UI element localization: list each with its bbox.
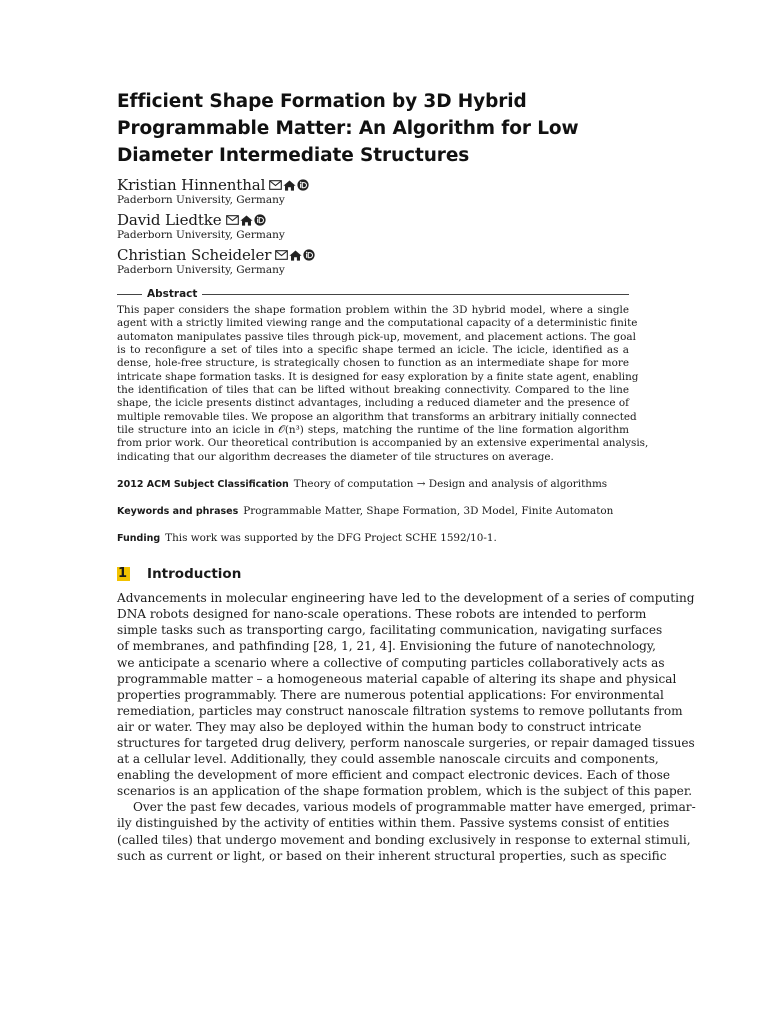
author-line [117, 246, 629, 264]
section-title: Introduction [147, 566, 242, 583]
home-icon[interactable] [240, 215, 253, 226]
text-line: (called tiles) that undergo movement and bonding exclusively in response to external stimuli, [117, 832, 691, 847]
abstract-line: dense, hole-free structure, is strategically chosen to function as an intermediate shape for more [117, 357, 629, 370]
funding-value: This work was supported by the DFG Project SCHE 1592/10-1. [165, 532, 497, 545]
abstract-heading [117, 288, 629, 301]
text-line: Over the past few decades, various models of programmable matter have emerged, primar- [133, 800, 696, 815]
text-line: DNA robots designed for nano-scale operations. These robots are intended to perform [117, 607, 647, 622]
author-name: Christian Scheideler [117, 246, 272, 264]
text-line: remediation, particles may construct nanoscale filtration systems to remove pollutants from [117, 703, 683, 718]
keywords-value: Programmable Matter, Shape Formation, 3D Model, Finite Automaton [243, 505, 614, 518]
author-block [117, 176, 629, 207]
author-name: David Liedtke [117, 211, 222, 229]
author-links [269, 179, 309, 191]
author-affiliation: Paderborn University, Germany [117, 194, 285, 206]
title-line: Programmable Matter: An Algorithm for Low [117, 118, 579, 139]
acm-value: Theory of computation → Design and analysis of algorithms [293, 478, 608, 491]
abstract-label: Abstract [147, 288, 198, 300]
text-line: at a cellular level. Additionally, they could assemble nanoscale circuits and components, [117, 752, 659, 767]
abstract-line: automaton manipulates passive tiles through pick-up, movement, and placement actions. The goal [117, 330, 636, 343]
orcid-icon[interactable] [254, 214, 266, 226]
paper-title [117, 88, 629, 169]
author-block [117, 246, 629, 277]
author-block [117, 211, 629, 242]
abstract-line: multiple removable tiles. We propose an algorithm that transforms an arbitrary initially connected [117, 410, 637, 423]
text-line: ily distinguished by the activity of entities within them. Passive systems consist of entities [117, 816, 670, 831]
text-line: scenarios is an application of the shape formation problem, which is the subject of this paper. [117, 784, 693, 799]
home-icon[interactable] [289, 250, 302, 261]
orcid-icon[interactable] [303, 249, 315, 261]
text-line: structures for targeted drug delivery, perform nanoscale surgeries, or repair damaged tissues [117, 735, 695, 750]
email-icon[interactable] [275, 250, 288, 260]
title-line: Diameter Intermediate Structures [117, 145, 470, 166]
author-name: Kristian Hinnenthal [117, 176, 266, 194]
abstract-line: This paper considers the shape formation problem within the 3D hybrid model, where a single [117, 304, 629, 316]
intro-paragraph [117, 590, 695, 799]
author-links [275, 249, 315, 261]
orcid-icon[interactable] [297, 179, 309, 191]
abstract-line: intricate shape formation tasks. It is designed for easy exploration by a finite state agent, enabling [117, 370, 639, 383]
abstract-line: tile structure into an icicle in 𝒪(n³) steps, matching the runtime of the line formation algorithm [117, 424, 629, 437]
funding [117, 532, 629, 545]
author-line [117, 211, 629, 229]
author-links [226, 214, 266, 226]
abstract-line: the identification of tiles that can be lifted without breaking connectivity. Compared to the line [117, 384, 629, 397]
text-line: air or water. They may also be deployed within the human body to construct intricate [117, 719, 642, 734]
text-line: simple tasks such as transporting cargo, facilitating communication, navigating surfaces [117, 623, 663, 638]
text-line: such as current or light, or based on their inherent structural properties, such as specific [117, 848, 667, 863]
text-line: of membranes, and pathfinding [28, 1, 21, 4]. Envisioning the future of nanotechnology, [117, 639, 656, 654]
text-line: we anticipate a scenario where a collective of computing particles collaboratively acts as [117, 655, 665, 670]
section-heading [117, 566, 629, 582]
paper-page [117, 88, 696, 864]
abstract-line: from prior work. Our theoretical contribution is accompanied by an extensive experimental analysis, [117, 437, 649, 450]
intro-paragraph [117, 799, 696, 863]
section-number: 1 [117, 567, 130, 581]
author-affiliation: Paderborn University, Germany [117, 229, 285, 241]
text-line: enabling the development of more efficient and compact electronic devices. Each of those [117, 768, 671, 783]
title-line: Efficient Shape Formation by 3D Hybrid [117, 91, 527, 112]
abstract-line: is to reconfigure a set of tiles into a specific shape termed an icicle. The icicle, identified as a [117, 344, 629, 357]
keywords [117, 505, 629, 518]
text-line: programmable matter – a homogeneous material capable of altering its shape and physical [117, 671, 677, 686]
home-icon[interactable] [283, 180, 296, 191]
abstract-line: agent with a strictly limited viewing range and the computational capacity of a deterministic finite [117, 317, 638, 330]
abstract-text [117, 304, 649, 464]
email-icon[interactable] [269, 180, 282, 190]
abstract-rule [117, 294, 142, 295]
email-icon[interactable] [226, 215, 239, 225]
abstract-line: indicating that our algorithm decreases the diameter of tile structures on average. [117, 450, 554, 463]
author-line [117, 176, 629, 194]
text-line: Advancements in molecular engineering have led to the development of a series of computing [117, 591, 695, 606]
author-affiliation: Paderborn University, Germany [117, 264, 285, 276]
abstract-rule [202, 294, 629, 295]
acm-classification [117, 478, 629, 491]
funding-label: Funding [117, 533, 161, 545]
acm-label: 2012 ACM Subject Classification [117, 479, 289, 491]
keywords-label: Keywords and phrases [117, 506, 239, 518]
text-line: properties programmably. There are numerous potential applications: For environmental [117, 687, 664, 702]
abstract-line: shape, the icicle presents distinct advantages, including a reduced diameter and the presence of [117, 397, 629, 410]
